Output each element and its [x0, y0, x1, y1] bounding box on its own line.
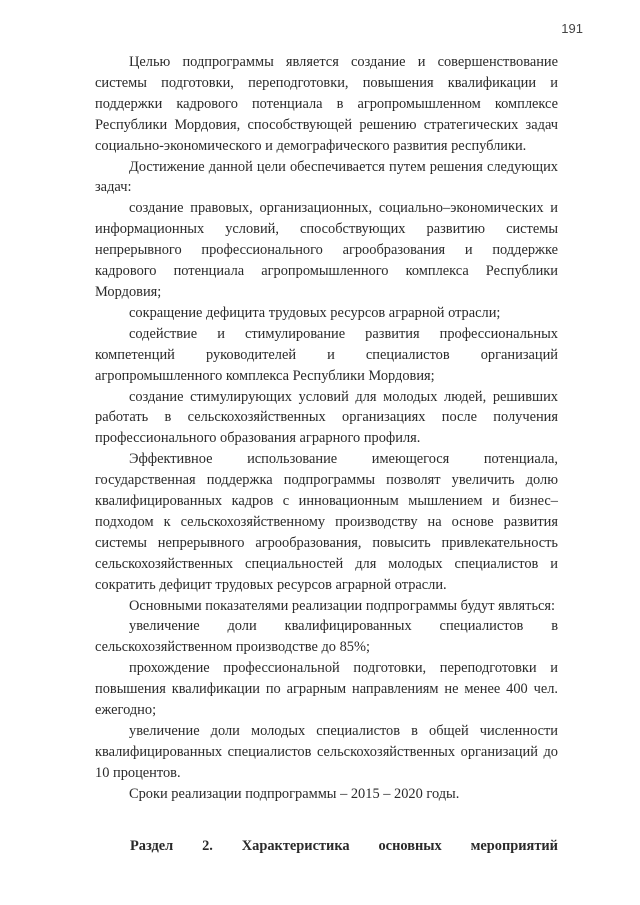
heading-word: Характеристика	[241, 838, 350, 854]
heading-word: 2.	[202, 838, 213, 854]
section-heading	[130, 838, 558, 855]
document-body	[95, 52, 558, 805]
paragraph-tasks-intro: Достижение данной цели обеспечивается путем решения следующих задач:	[95, 158, 558, 196]
heading-word: мероприятий	[470, 838, 558, 854]
paragraph-task-competencies: содействие и стимулирование развития профессиональных компетенций руководителей и специалистов организаций агропромышленного комплекса Республики Мордовия;	[95, 325, 558, 384]
paragraph-indicator-share: увеличение доли квалифицированных специалистов в сельскохозяйственном производстве до 85%;	[95, 618, 558, 656]
heading-word: основных	[378, 838, 442, 854]
paragraph-goal: Целью подпрограммы является создание и совершенствование системы подготовки, переподготовки, повышения квалификации и поддержки кадрового потенциала в агропромышленном комплексе Республики Мордовия, способствующей решению стратегических задач социально-экономического и демографического развития республики.	[95, 54, 558, 154]
heading-word: Раздел	[130, 838, 174, 854]
paragraph-task-conditions: создание правовых, организационных, социально–экономических и информационных условий, способствующих развитию системы непрерывного профессионального агрообразования и поддержке кадрового потенциала агропромышленного комплекса Республики Мордовия;	[95, 200, 558, 300]
paragraph-task-deficit: сокращение дефицита трудовых ресурсов аграрной отрасли;	[129, 304, 501, 321]
paragraph-effective-use: Эффективное использование имеющегося потенциала, государственная поддержка подпрограммы позволят увеличить долю квалифицированных кадров с инновационным мышлением и бизнес–подходом к сельскохозяйственному производству на основе развития системы непрерывного агрообразования, повысить привлекательность сельскохозяйственных специальностей для молодых специалистов и сократить дефицит трудовых ресурсов аграрной отрасли.	[95, 451, 558, 593]
paragraph-indicator-training: прохождение профессиональной подготовки, переподготовки и повышения квалификации по аграрным направлениям не менее 400 чел. ежегодно;	[95, 660, 558, 719]
paragraph-indicators-intro: Основными показателями реализации подпрограммы будут являться:	[129, 597, 556, 614]
paragraph-timeline: Сроки реализации подпрограммы – 2015 – 2020 годы.	[129, 785, 460, 802]
paragraph-task-young-specialists: создание стимулирующих условий для молодых людей, решивших работать в сельскохозяйственных организациях после получения профессионального образования аграрного профиля.	[95, 388, 558, 447]
paragraph-indicator-young: увеличение доли молодых специалистов в общей численности квалифицированных специалистов сельскохозяйственных организаций до 10 процентов.	[95, 723, 558, 781]
page-number: 191	[561, 21, 583, 36]
